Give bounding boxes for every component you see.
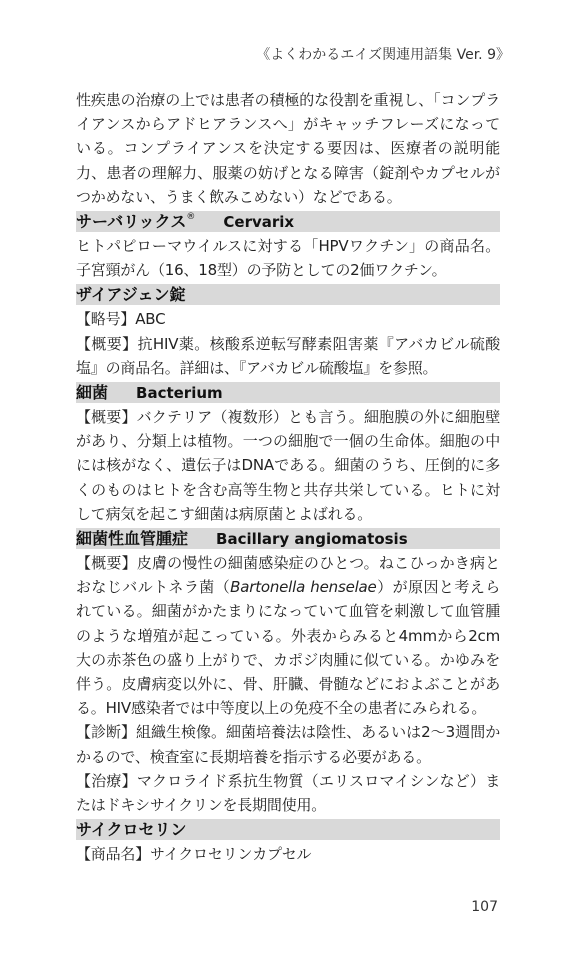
entry-body: 【略号】ABC <box>76 310 166 329</box>
registered-mark: ® <box>186 212 196 223</box>
entry-heading-cycloserine <box>76 819 500 840</box>
entry-term: ザイアジェン錠 <box>76 285 186 305</box>
entry-term: サーバリックス® <box>76 212 196 232</box>
entry-english: Bacillary angiomatosis <box>216 530 408 549</box>
running-header: 《よくわかるエイズ関連用語集 Ver. 9》 <box>256 47 510 63</box>
entry-body: 【治療】マクロライド系抗生物質（エリスロマイシンなど）またはドキシサイクリンを長期間使用。 <box>76 771 500 815</box>
entry-term: サイクロセリン <box>76 820 187 840</box>
entry-body: 【概要】バクテリア（複数形）とも言う。細胞膜の外に細胞壁があり、分類上は植物。一つの細胞で一個の生命体。細胞の中には核がなく、遺伝子はDNAである。細菌のうち、圧倒的に多くのものはヒトを含む高等生物と共存共栄している。ヒトに対して病気を起こす細菌は病原菌とよばれる。 <box>76 408 500 523</box>
entry-body: ヒトパピローマウイルスに対する「HPVワクチン」の商品名。子宮頸がん（16、18型）の予防としての2価ワクチン。 <box>76 237 500 280</box>
entry-english: Bacterium <box>136 384 223 403</box>
page-content <box>76 88 500 866</box>
entry-term: 細菌 <box>76 383 109 403</box>
entry-heading-bacterium <box>76 382 500 403</box>
species-name: Bartonella henselae <box>230 578 377 597</box>
entry-heading-ziagen <box>76 284 500 305</box>
entry-body: 【診断】組織生検像。細菌培養法は陰性、あるいは2～3週間かかるので、検査室に長期培養を指示する必要がある。 <box>76 723 500 766</box>
entry-term: 細菌性血管腫症 <box>76 529 189 549</box>
entry-body: 【商品名】サイクロセリンカプセル <box>76 845 312 864</box>
entry-body: 【概要】抗HIV薬。核酸系逆転写酵素阻害薬『アバカビル硫酸塩』の商品名。詳細は、『アバカビル硫酸塩』を参照。 <box>76 334 500 377</box>
entry-heading-bacillary-angiomatosis <box>76 528 500 549</box>
entry-body: 【概要】皮膚の慢性の細菌感染症のひとつ。ねこひっかき病とおなじバルトネラ菌（Bartonella henselae）が原因と考えられている。細菌がかたまりになっていて血管を刺激して血管腫のような増殖が起こっている。外表からみると4mmから2cm大の赤茶色の盛り上がりで、カポジ肉腫に似ている。かゆみを伴う。皮膚病変以外に、骨、肝臓、骨髄などにおよぶことがある。HIV感染者では中等度以上の免疫不全の患者にみられる。 <box>76 554 501 718</box>
page-number: 107 <box>471 899 498 915</box>
entry-english: Cervarix <box>223 213 295 232</box>
intro-paragraph: 性疾患の治療の上では患者の積極的な役割を重視し、「コンプライアンスからアドヒアランスへ」がキャッチフレーズになっている。コンプライアンスを決定する要因は、医療者の説明能力、患者の理解力、服薬の妨げとなる障害（錠剤やカプセルがつかめない、うまく飲みこめない）などである。 <box>76 91 500 206</box>
entry-heading-cervarix <box>76 211 500 232</box>
